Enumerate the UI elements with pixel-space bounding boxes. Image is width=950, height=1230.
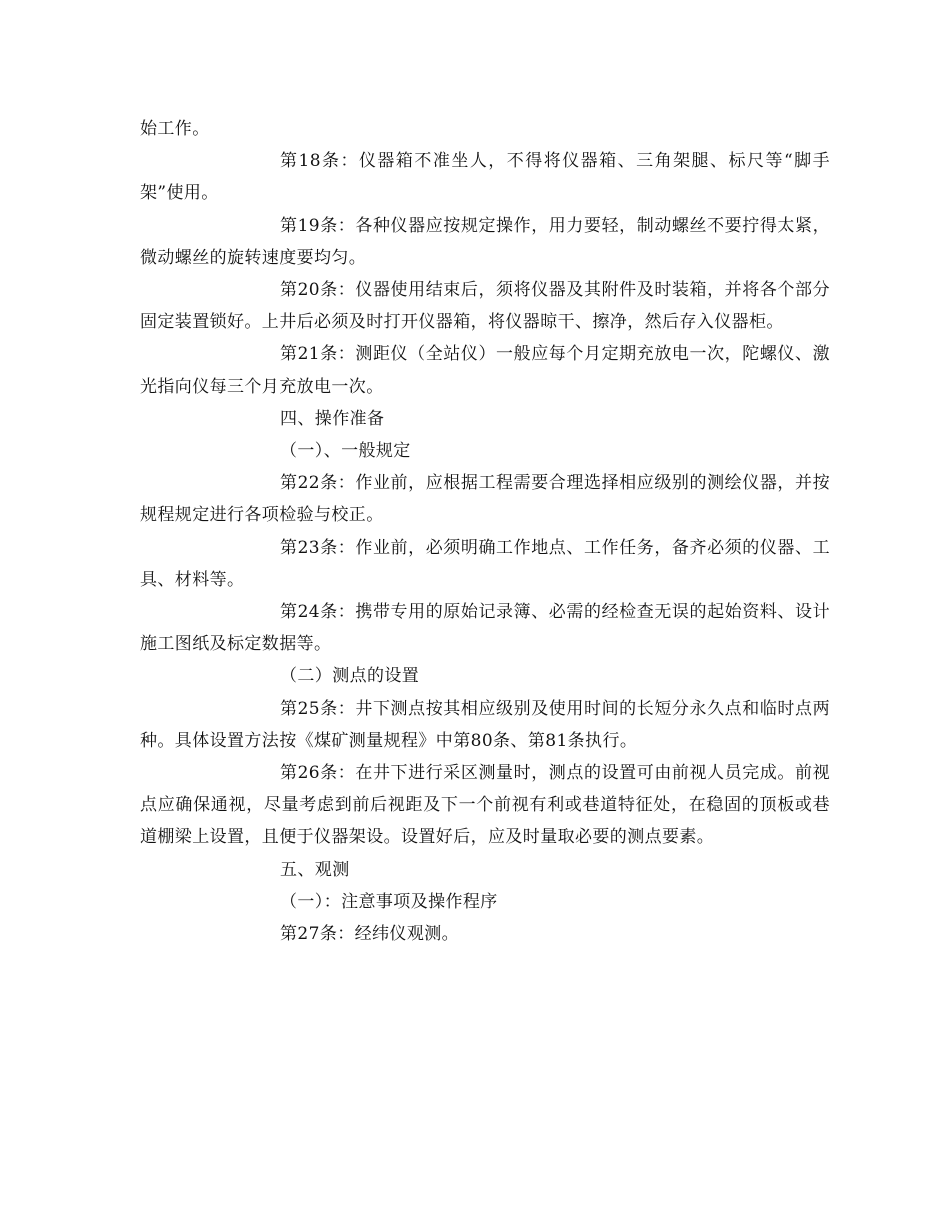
paragraph-article-21: 第21条：测距仪（全站仪）一般应每个月定期充放电一次，陀螺仪、激光指向仪每三个月充放电一次。 [140, 344, 830, 397]
subsection-heading-general-rules: （一）、一般规定 [280, 441, 411, 462]
paragraph-article-19: 第19条：各种仪器应按规定操作，用力要轻，制动螺丝不要拧得太紧，微动螺丝的旋转速度要均匀。 [140, 215, 830, 268]
document-body [140, 113, 830, 950]
subsection-heading-precautions: （一）：注意事项及操作程序 [280, 891, 498, 912]
paragraph-article-26: 第26条：在井下进行采区测量时，测点的设置可由前视人员完成。前视点应确保通视，尽量考虑到前后视距及下一个前视有利或巷道特征处，在稳固的顶板或巷道棚梁上设置，且便于仪器架设。设置好后，应及时量取必要的测点要素。 [140, 763, 830, 848]
section-heading-operation-prep: 四、操作准备 [280, 408, 385, 429]
paragraph-article-25: 第25条：井下测点按其相应级别及使用时间的长短分永久点和临时点两种。具体设置方法按《煤矿测量规程》中第80条、第81条执行。 [140, 698, 830, 751]
paragraph-article-18: 第18条：仪器箱不准坐人，不得将仪器箱、三角架腿、标尺等“脚手架”使用。 [140, 151, 830, 204]
paragraph-article-27: 第27条：经纬仪观测。 [280, 924, 460, 945]
paragraph-continuation: 始工作。 [140, 119, 210, 139]
subsection-heading-survey-points: （二）测点的设置 [280, 666, 420, 687]
paragraph-article-23: 第23条：作业前，必须明确工作地点、工作任务，备齐必须的仪器、工具、材料等。 [140, 537, 830, 590]
paragraph-article-24: 第24条：携带专用的原始记录簿、必需的经检查无误的起始资料、设计施工图纸及标定数据等。 [140, 602, 830, 655]
section-heading-observation: 五、观测 [280, 859, 350, 880]
paragraph-article-20: 第20条：仪器使用结束后，须将仪器及其附件及时装箱，并将各个部分固定装置锁好。上井后必须及时打开仪器箱，将仪器晾干、擦净，然后存入仪器柜。 [140, 280, 830, 333]
paragraph-article-22: 第22条：作业前，应根据工程需要合理选择相应级别的测绘仪器，并按规程规定进行各项检验与校正。 [140, 473, 830, 526]
